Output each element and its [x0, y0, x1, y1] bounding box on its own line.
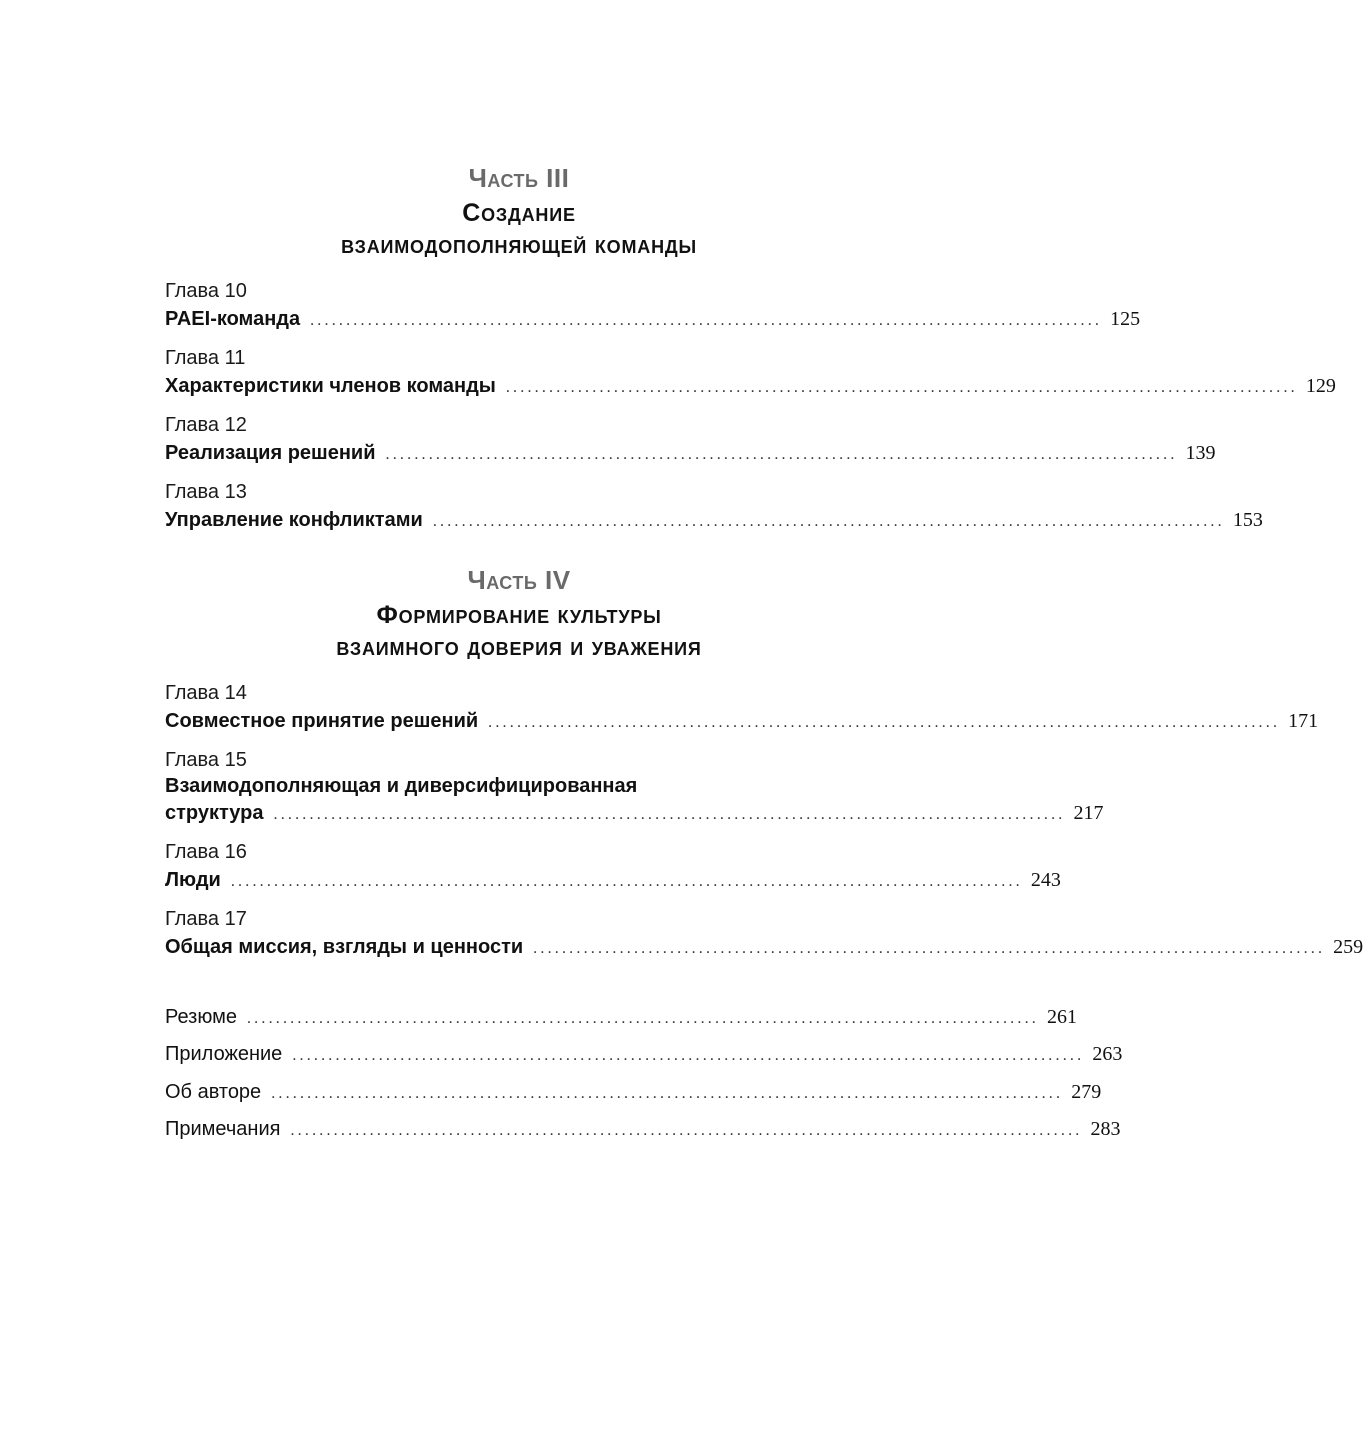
page-number: 125 [1110, 308, 1141, 330]
page-number: 279 [1071, 1081, 1102, 1103]
chapter-title: Характеристики членов команды [165, 375, 496, 397]
dot-leader: .............................................................................................................. [432, 513, 1225, 530]
toc-entry-summary[interactable] [165, 1002, 1077, 1039]
part-4-chapters [165, 680, 1363, 973]
toc-entry[interactable] [165, 799, 1104, 829]
page-number: 283 [1090, 1118, 1121, 1140]
chapter-label: Глава 16 [165, 841, 247, 863]
toc-entry-multiline[interactable] [165, 773, 1104, 829]
part-3-chapters [165, 278, 1336, 546]
chapter-title-line-2: структура [165, 802, 264, 824]
toc-entry[interactable] [165, 505, 1263, 537]
page-number: 261 [1046, 1006, 1077, 1028]
page-number: 153 [1232, 509, 1263, 531]
toc-entry-appendix[interactable] [165, 1039, 1123, 1077]
entry-title: Приложение [165, 1043, 283, 1065]
chapter-title: Совместное принятие решений [165, 710, 479, 732]
dot-leader: .............................................................................................................. [385, 446, 1178, 463]
page-number: 217 [1073, 802, 1104, 824]
toc-chapter-14[interactable] [165, 680, 1319, 747]
toc-entry[interactable] [165, 706, 1319, 738]
part-3-title-line-2: взаимодополняющей команды [341, 231, 697, 259]
toc-entry[interactable] [165, 865, 1061, 897]
dot-leader: .............................................................................................................. [273, 806, 1066, 823]
page-number: 139 [1185, 442, 1216, 464]
entry-title: Об авторе [165, 1081, 262, 1103]
entry-title: Резюме [165, 1006, 237, 1028]
part-3-label: Часть III [468, 163, 570, 193]
chapter-title: Люди [165, 869, 221, 891]
dot-leader: .............................................................................................................. [292, 1047, 1085, 1064]
part-4-title-line-1: Формирование культуры [376, 601, 662, 629]
chapter-title: Реализация решений [165, 442, 376, 464]
dot-leader: .............................................................................................................. [290, 1122, 1083, 1139]
toc-chapter-17[interactable] [165, 906, 1363, 973]
part-4-title [165, 599, 873, 663]
toc-entry[interactable] [165, 371, 1336, 403]
toc-entry[interactable] [165, 438, 1216, 470]
chapter-label: Глава 10 [165, 280, 247, 302]
toc-entry-notes[interactable] [165, 1114, 1121, 1151]
dot-leader: .............................................................................................................. [246, 1010, 1039, 1027]
toc-chapter-16[interactable] [165, 839, 1061, 906]
dot-leader: .............................................................................................................. [271, 1085, 1064, 1102]
page-number: 263 [1092, 1043, 1123, 1065]
chapter-title: PAEI-команда [165, 308, 301, 330]
page-number: 259 [1333, 936, 1363, 958]
dot-leader: .............................................................................................................. [505, 379, 1298, 396]
page-number: 243 [1030, 869, 1061, 891]
toc-entry[interactable] [165, 932, 1363, 964]
chapter-label: Глава 14 [165, 682, 247, 704]
dot-leader: .............................................................................................................. [488, 714, 1281, 731]
back-matter [165, 1002, 1123, 1151]
dot-leader: .............................................................................................................. [310, 312, 1103, 329]
chapter-title: Управление конфликтами [165, 509, 423, 531]
dot-leader: .............................................................................................................. [230, 873, 1023, 890]
part-4-title-line-2: взаимного доверия и уважения [336, 633, 702, 661]
chapter-label: Глава 11 [165, 347, 246, 369]
part-4-label: Часть IV [467, 565, 571, 595]
part-3-title [165, 197, 873, 261]
entry-title: Примечания [165, 1118, 281, 1140]
page-number: 129 [1305, 375, 1336, 397]
toc-chapter-12[interactable] [165, 412, 1216, 479]
toc-entry[interactable] [165, 304, 1141, 336]
chapter-label: Глава 12 [165, 414, 247, 436]
toc-chapter-10[interactable] [165, 278, 1141, 345]
toc-entry-about-author[interactable] [165, 1077, 1102, 1114]
chapter-label: Глава 13 [165, 481, 247, 503]
page-number: 171 [1288, 710, 1319, 732]
chapter-title-line-1: Взаимодополняющая и диверсифицированная [165, 775, 638, 797]
part-3-header [165, 163, 873, 261]
chapter-label: Глава 15 [165, 749, 247, 771]
toc-chapter-13[interactable] [165, 479, 1263, 546]
toc-chapter-15[interactable] [165, 747, 1104, 839]
toc-chapter-11[interactable] [165, 345, 1336, 412]
chapter-label: Глава 17 [165, 908, 247, 930]
dot-leader: .............................................................................................................. [533, 940, 1326, 957]
part-3-title-line-1: Создание [462, 199, 576, 227]
chapter-title: Общая миссия, взгляды и ценности [165, 936, 524, 958]
part-4-header [165, 565, 873, 663]
